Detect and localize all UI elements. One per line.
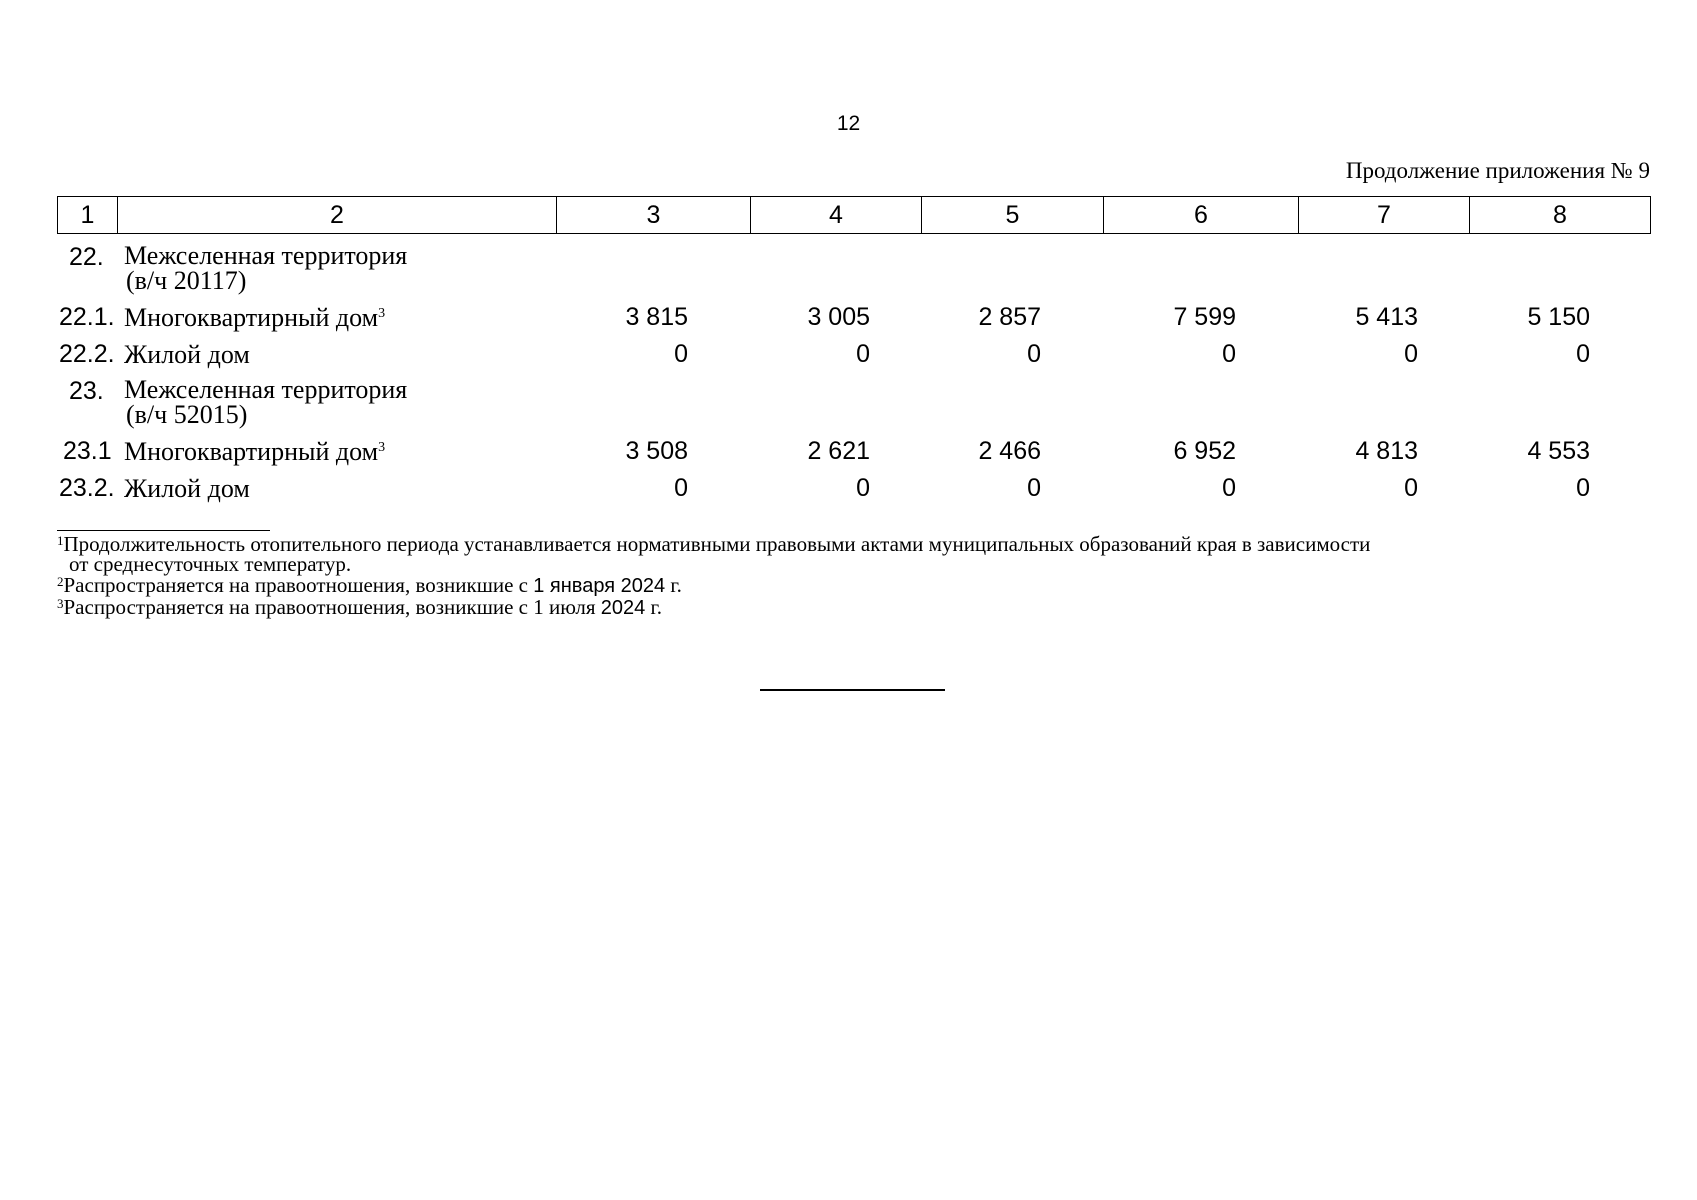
footnote-text-end: г. — [665, 573, 682, 597]
table-cell: 0 — [1576, 340, 1590, 368]
footnote-mark: 1 — [57, 533, 64, 548]
column-number: 6 — [1104, 197, 1299, 234]
column-number-header — [57, 196, 1651, 234]
table-cell: 2 621 — [807, 437, 870, 465]
continuation-label: Продолжение приложения № 9 — [1345, 158, 1650, 183]
end-of-document-rule — [760, 689, 945, 691]
table-cell: 0 — [1027, 340, 1041, 368]
table-cell: 4 553 — [1527, 437, 1590, 465]
table-cell: 0 — [1576, 474, 1590, 502]
row-number: 23.1 — [63, 437, 112, 465]
table-cell: 2 857 — [978, 303, 1041, 331]
table-cell: 7 599 — [1173, 303, 1236, 331]
table-row — [0, 340, 1697, 368]
row-name-line: (в/ч 20117) — [126, 266, 247, 295]
table-row — [0, 303, 1697, 331]
footnote-text: Распространяется на правоотношения, возникшие с — [63, 573, 534, 597]
row-name: Жилой дом — [124, 340, 250, 369]
table-cell: 3 815 — [625, 303, 688, 331]
row-number: 22.1. — [59, 303, 115, 331]
footnotes — [57, 534, 1647, 619]
table-cell: 0 — [1222, 340, 1236, 368]
table-cell: 0 — [856, 340, 870, 368]
table-cell: 5 413 — [1355, 303, 1418, 331]
column-number: 3 — [557, 197, 751, 234]
row-name-line: Многоквартирный дом — [124, 303, 379, 332]
table-cell: 0 — [1404, 340, 1418, 368]
row-name-line: Многоквартирный дом — [124, 437, 379, 466]
column-number: 8 — [1470, 197, 1651, 234]
page-number: 12 — [836, 112, 861, 135]
footnote-text: Распространяется на правоотношения, возникшие с 1 июля — [63, 595, 601, 619]
table-cell: 0 — [1222, 474, 1236, 502]
footnote-mark: 3 — [57, 596, 64, 611]
row-name — [124, 439, 385, 464]
footnote-mark: 3 — [378, 306, 386, 321]
table-cell: 0 — [1027, 474, 1041, 502]
table-row — [0, 241, 1697, 295]
footnote-text: Продолжительность отопительного периода устанавливается нормативными правовыми актами муниципальных образований края в зависимости — [63, 532, 1371, 556]
row-name-line: Межселенная территория — [124, 241, 408, 270]
footnote-text-continuation: от среднесуточных температур. — [69, 552, 352, 576]
row-number: 22. — [69, 243, 104, 271]
footnote-mark: 2 — [57, 574, 64, 589]
column-number: 1 — [58, 197, 118, 234]
table-row — [0, 375, 1697, 429]
footnote-date: 1 января 2024 — [533, 575, 666, 597]
footnote-text-end: г. — [645, 595, 663, 619]
footnote-separator — [57, 530, 270, 531]
footnote-1 — [57, 534, 1647, 574]
column-number: 4 — [751, 197, 922, 234]
row-name-line: Межселенная территория — [124, 375, 408, 404]
table-cell: 4 813 — [1355, 437, 1418, 465]
row-name-line: (в/ч 52015) — [126, 400, 248, 429]
table-cell: 3 508 — [625, 437, 688, 465]
row-number: 23.2. — [59, 474, 115, 502]
column-number: 7 — [1299, 197, 1470, 234]
column-number: 2 — [118, 197, 557, 234]
footnote-mark: 3 — [378, 440, 386, 455]
column-number: 5 — [922, 197, 1104, 234]
footnote-2 — [57, 575, 1647, 596]
table-cell: 5 150 — [1527, 303, 1590, 331]
row-name — [124, 305, 385, 330]
table-cell: 2 466 — [978, 437, 1041, 465]
table-row — [0, 474, 1697, 502]
row-name: Жилой дом — [124, 474, 250, 503]
row-number: 23. — [69, 377, 104, 405]
table-cell: 0 — [856, 474, 870, 502]
table-cell: 3 005 — [807, 303, 870, 331]
table-cell: 0 — [674, 340, 688, 368]
row-number: 22.2. — [59, 340, 115, 368]
table-row — [0, 437, 1697, 465]
table-cell: 0 — [674, 474, 688, 502]
footnote-date: 2024 — [600, 597, 646, 619]
footnote-3 — [57, 597, 1647, 618]
table-cell: 6 952 — [1173, 437, 1236, 465]
row-name — [124, 377, 407, 427]
table-cell: 0 — [1404, 474, 1418, 502]
row-name — [124, 243, 407, 293]
